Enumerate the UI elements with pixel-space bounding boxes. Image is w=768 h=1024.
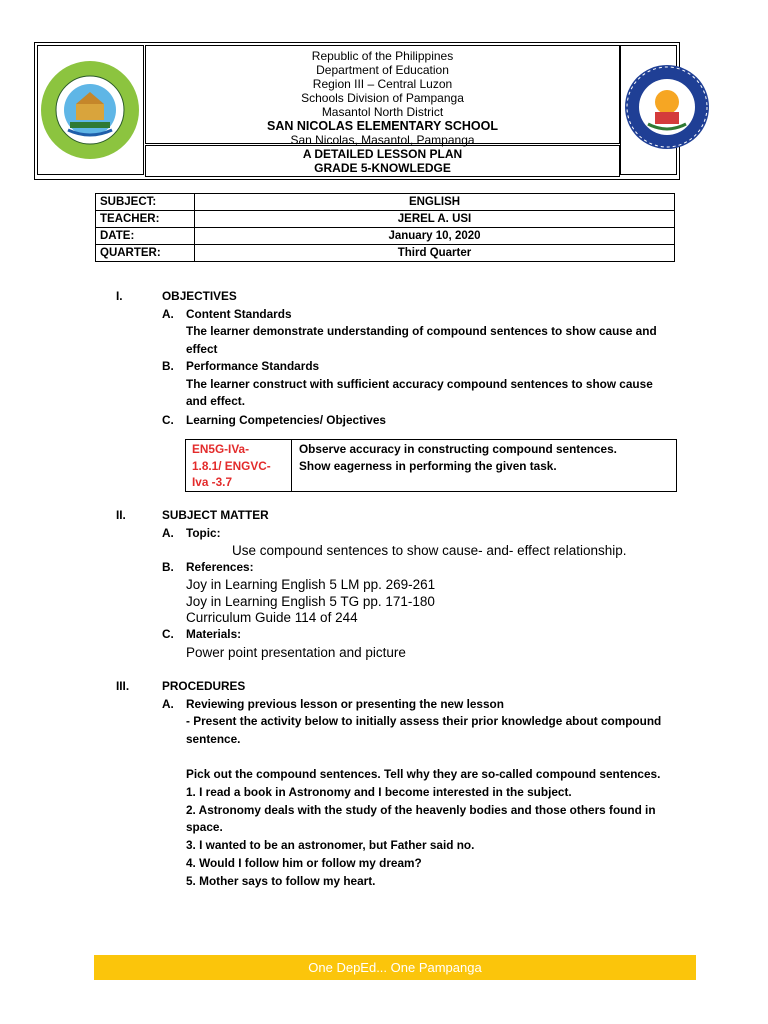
activity-item-2a: 2. Astronomy deals with the study of the heavenly bodies and those others found in xyxy=(186,803,656,817)
section-number: I. xyxy=(116,289,123,303)
activity-item-3: 3. I wanted to be an astronomer, but Father said no. xyxy=(186,838,475,852)
school-address: San Nicolas, Masantol, Pampanga xyxy=(290,133,475,147)
reference-2: Joy in Learning English 5 TG pp. 171-180 xyxy=(186,594,435,609)
plan-title-box xyxy=(145,145,620,177)
header-letterhead xyxy=(145,45,620,147)
table-row xyxy=(96,228,675,245)
section-number: II. xyxy=(116,508,126,522)
materials-title: Materials: xyxy=(186,627,242,641)
reference-3: Curriculum Guide 114 of 244 xyxy=(186,610,358,625)
quarter-label: QUARTER: xyxy=(96,245,195,262)
learning-competencies-title: Learning Competencies/ Objectives xyxy=(186,413,386,427)
item-letter: A. xyxy=(162,697,174,711)
table-row xyxy=(96,211,675,228)
footer-text: One DepEd... One Pampanga xyxy=(308,960,482,975)
lesson-info-table xyxy=(95,193,675,262)
procedure-line-1: - Present the activity below to initially assess their prior knowledge about compound xyxy=(186,714,662,728)
date-value: January 10, 2020 xyxy=(195,228,675,245)
header-line-5: Masantol North District xyxy=(321,105,444,119)
teacher-value: JEREL A. USI xyxy=(195,211,675,228)
objective-1: Observe accuracy in constructing compound sentences. xyxy=(299,442,617,456)
competency-objectives xyxy=(299,441,669,474)
section-title-procedures: PROCEDURES xyxy=(162,679,246,693)
grade-title: GRADE 5-KNOWLEDGE xyxy=(314,161,451,175)
plan-title: A DETAILED LESSON PLAN xyxy=(302,147,463,161)
section-title-objectives: OBJECTIVES xyxy=(162,289,237,303)
subject-label: SUBJECT: xyxy=(96,194,195,211)
table-row xyxy=(96,194,675,211)
header-line-1: Republic of the Philippines xyxy=(311,49,454,63)
header-line-4: Schools Division of Pampanga xyxy=(301,91,464,105)
competency-code xyxy=(186,440,292,491)
header-line-2: Department of Education xyxy=(316,63,449,77)
performance-standards-title: Performance Standards xyxy=(186,359,320,373)
reviewing-title: Reviewing previous lesson or presenting the new lesson xyxy=(186,697,504,711)
objective-2: Show eagerness in performing the given task. xyxy=(299,458,557,473)
reference-1: Joy in Learning English 5 LM pp. 269-261 xyxy=(186,577,436,592)
activity-item-4: 4. Would I follow him or follow my dream? xyxy=(186,856,422,870)
item-letter: B. xyxy=(162,359,174,373)
item-letter: C. xyxy=(162,413,174,427)
procedure-line-2: sentence. xyxy=(186,732,241,746)
content-standards-text-2: effect xyxy=(186,342,218,356)
competency-code-line-3: Iva -3.7 xyxy=(192,475,233,489)
date-label: DATE: xyxy=(96,228,195,245)
subject-value: ENGLISH xyxy=(195,194,675,211)
district-seal-icon xyxy=(38,46,143,174)
item-letter: C. xyxy=(162,627,174,641)
activity-item-2b: space. xyxy=(186,820,223,834)
teacher-label: TEACHER: xyxy=(96,211,195,228)
materials-text: Power point presentation and picture xyxy=(186,645,406,660)
item-letter: B. xyxy=(162,560,174,574)
topic-title: Topic: xyxy=(186,526,221,540)
item-letter: A. xyxy=(162,307,174,321)
topic-text: Use compound sentences to show cause- and- effect relationship. xyxy=(232,543,627,558)
activity-instruction: Pick out the compound sentences. Tell why they are so-called compound sentences. xyxy=(186,767,661,781)
performance-standards-text-1: The learner construct with sufficient accuracy compound sentences to show cause xyxy=(186,377,653,391)
references-title: References: xyxy=(186,560,254,574)
activity-item-1: 1. I read a book in Astronomy and I become interested in the subject. xyxy=(186,785,572,799)
section-number: III. xyxy=(116,679,130,693)
footer-banner xyxy=(94,955,696,980)
section-title-subject-matter: SUBJECT MATTER xyxy=(162,508,269,522)
school-seal-icon xyxy=(622,62,712,152)
activity-item-5: 5. Mother says to follow my heart. xyxy=(186,874,376,888)
competency-code-line-2: 1.8.1/ ENGVC- xyxy=(192,458,271,473)
header-line-3: Region III – Central Luzon xyxy=(312,77,453,91)
competency-table xyxy=(185,439,677,492)
left-logo-box xyxy=(37,45,144,175)
performance-standards-text-2: and effect. xyxy=(186,394,245,408)
quarter-value: Third Quarter xyxy=(195,245,675,262)
content-standards-text-1: The learner demonstrate understanding of compound sentences to show cause and xyxy=(186,324,657,338)
item-letter: A. xyxy=(162,526,174,540)
table-row xyxy=(96,245,675,262)
content-standards-title: Content Standards xyxy=(186,307,292,321)
competency-code-line-1: EN5G-IVa- xyxy=(192,442,250,456)
school-name: SAN NICOLAS ELEMENTARY SCHOOL xyxy=(266,119,499,133)
